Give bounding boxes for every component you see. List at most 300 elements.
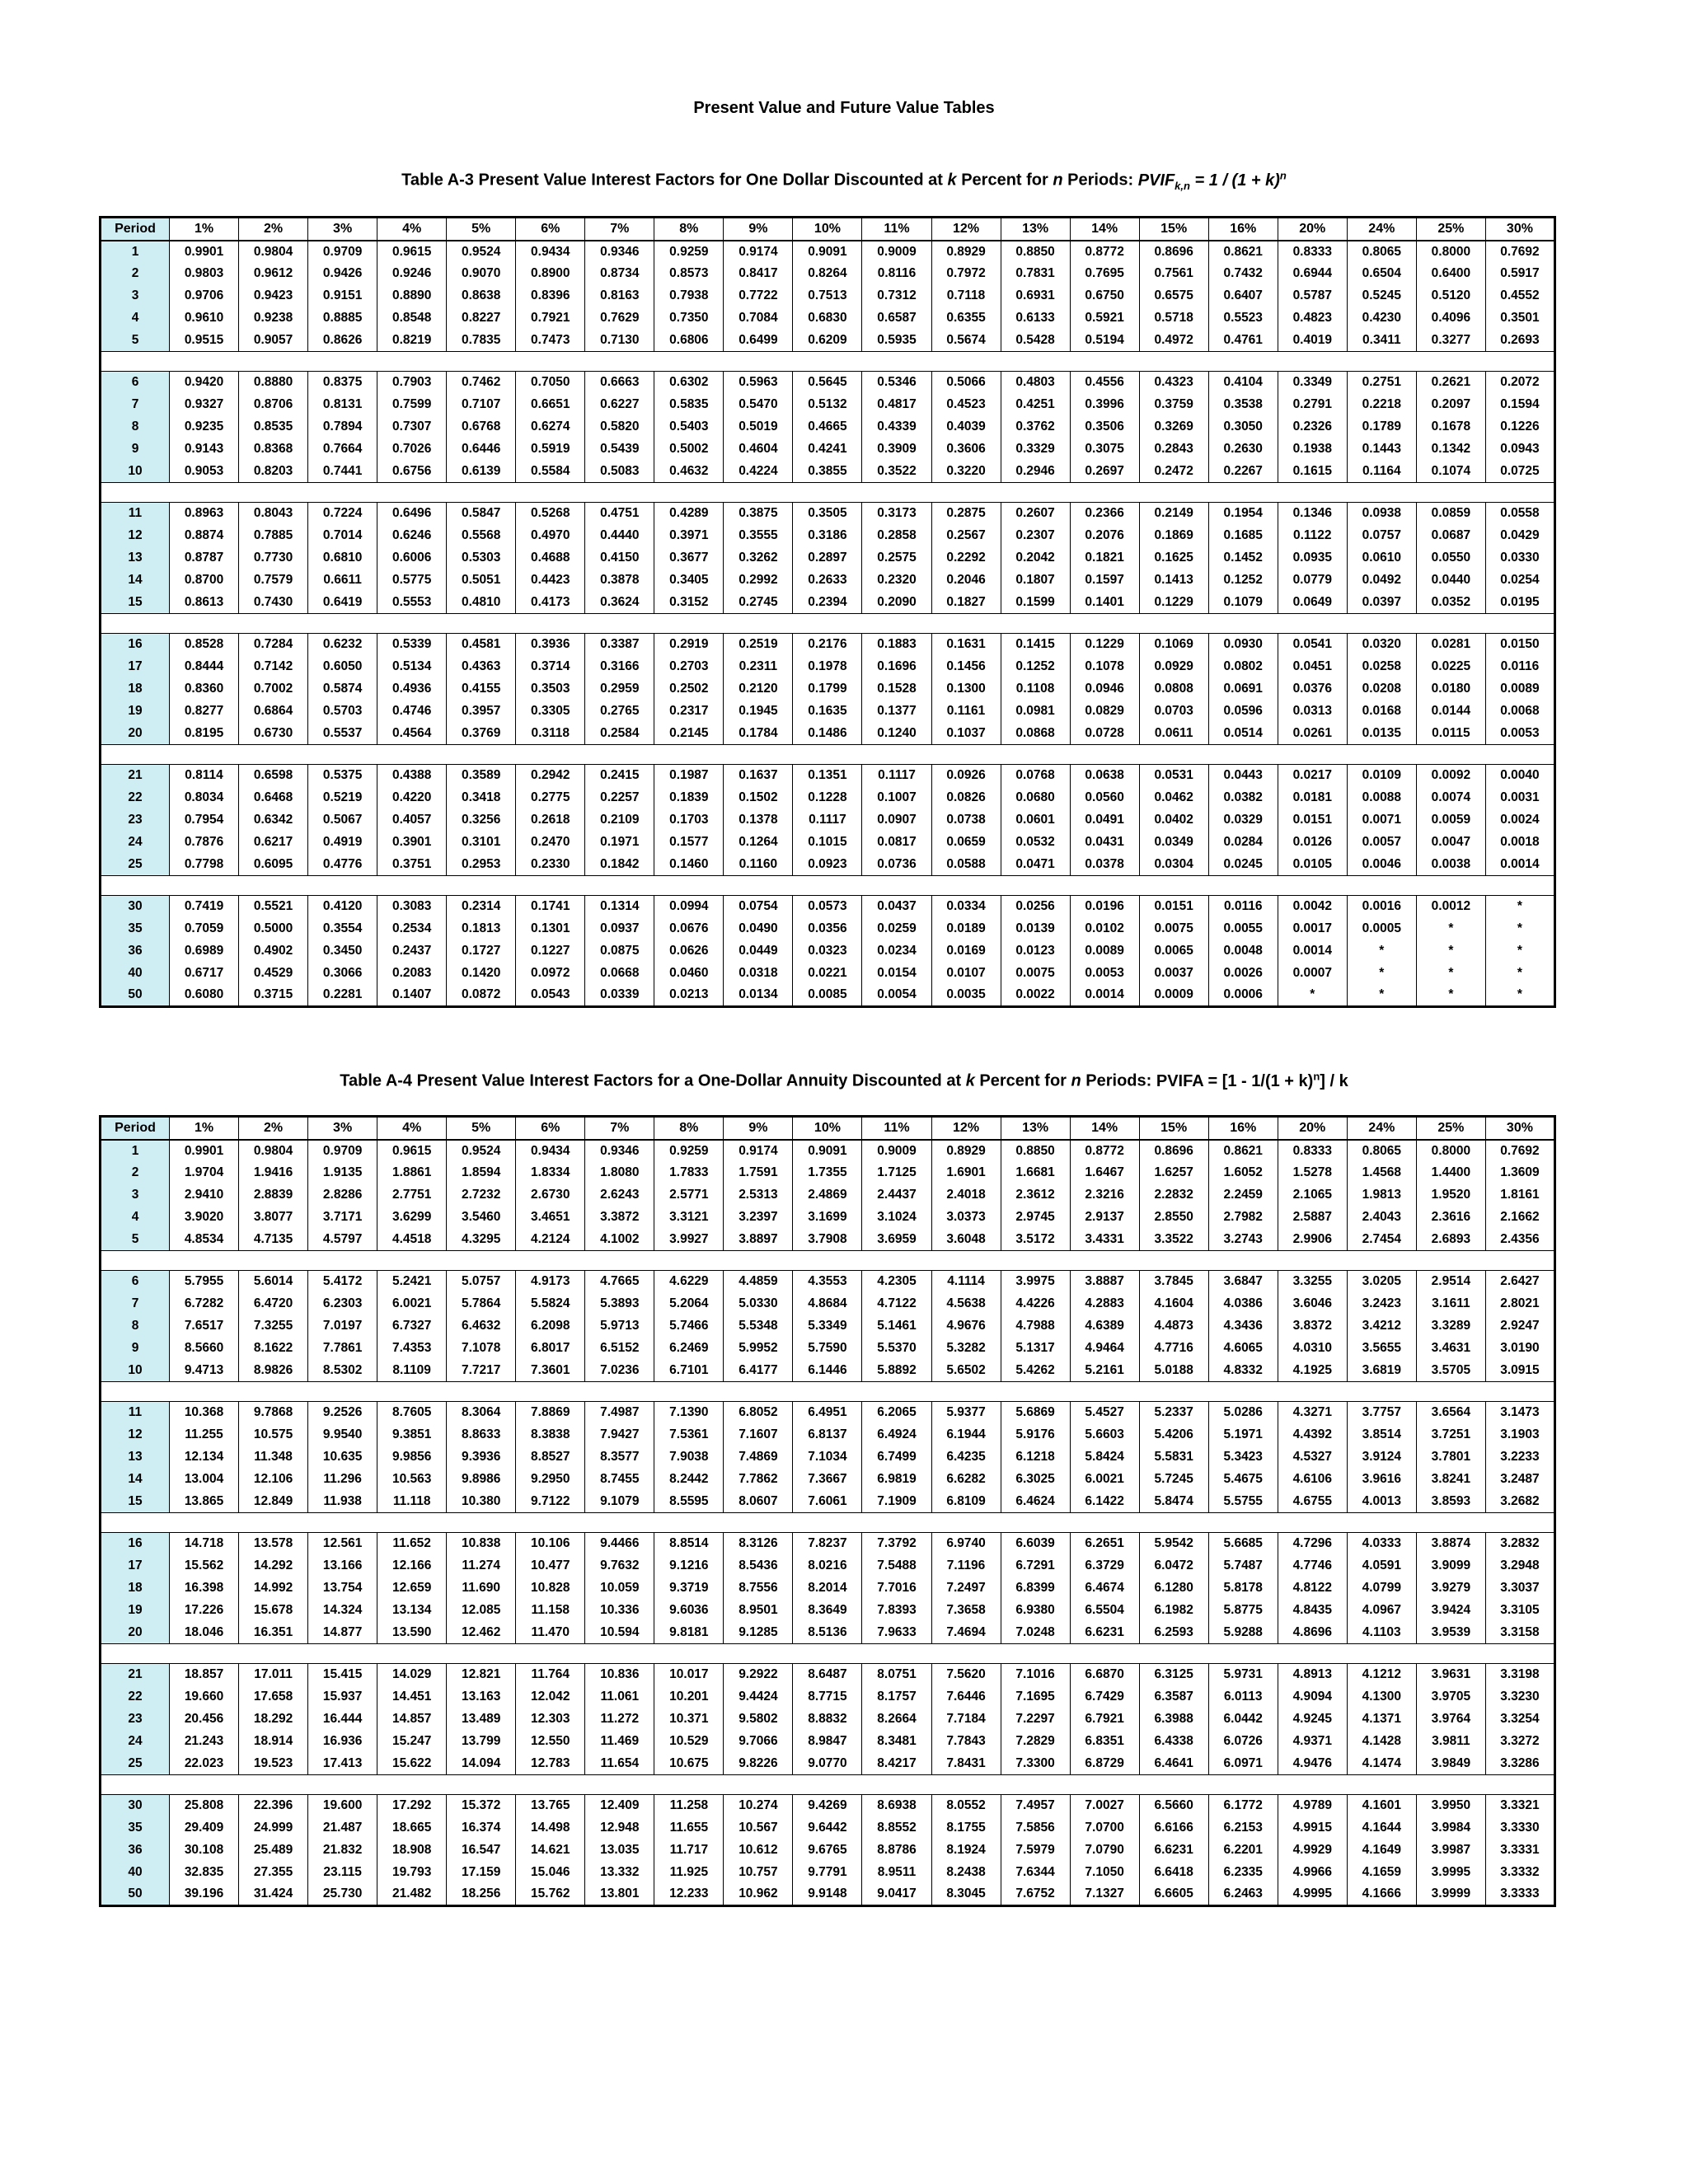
factor-cell: 3.2682: [1485, 1491, 1554, 1513]
factor-cell: 0.3329: [1001, 438, 1070, 461]
factor-cell: 0.0829: [1070, 701, 1139, 723]
factor-cell: 0.5523: [1208, 307, 1278, 330]
table-row: [101, 787, 1555, 809]
group-spacer-cell: [101, 1775, 1555, 1795]
factor-cell: 0.5245: [1347, 285, 1416, 307]
factor-cell: 0.8163: [585, 285, 654, 307]
factor-cell: 0.5874: [308, 678, 377, 701]
factor-cell: 5.6685: [1208, 1533, 1278, 1555]
factor-cell: 0.5346: [862, 372, 931, 394]
column-header-rate: 24%: [1347, 1117, 1416, 1140]
factor-cell: 5.8474: [1139, 1491, 1208, 1513]
factor-cell: 0.2072: [1485, 372, 1554, 394]
column-header-rate: 9%: [724, 218, 793, 241]
factor-cell: 0.1502: [724, 787, 793, 809]
factor-cell: 0.1407: [377, 985, 447, 1007]
factor-cell: 3.1024: [862, 1207, 931, 1229]
factor-cell: 4.1002: [585, 1229, 654, 1251]
factor-cell: 0.4388: [377, 765, 447, 787]
factor-cell: 0.8396: [516, 285, 585, 307]
factor-cell: 11.652: [377, 1533, 447, 1555]
group-spacer: [101, 1513, 1555, 1533]
factor-cell: 1.7591: [724, 1162, 793, 1184]
factor-cell: 25.489: [239, 1840, 308, 1862]
factor-cell: 0.2953: [447, 854, 516, 876]
factor-cell: 0.3387: [585, 634, 654, 656]
factor-cell: 10.567: [724, 1817, 793, 1840]
factor-cell: 0.7284: [239, 634, 308, 656]
column-header-rate: 1%: [170, 218, 239, 241]
factor-cell: 3.9020: [170, 1207, 239, 1229]
factor-cell: 5.4206: [1139, 1424, 1208, 1446]
factor-cell: 0.5787: [1278, 285, 1347, 307]
factor-cell: *: [1416, 940, 1485, 963]
factor-cell: 14.292: [239, 1555, 308, 1577]
factor-cell: *: [1485, 963, 1554, 985]
factor-cell: 4.4518: [377, 1229, 447, 1251]
factor-cell: 11.654: [585, 1753, 654, 1775]
factor-cell: 1.6052: [1208, 1162, 1278, 1184]
table-a3: [99, 216, 1556, 1008]
factor-cell: 0.0040: [1485, 765, 1554, 787]
factor-cell: 1.7355: [793, 1162, 862, 1184]
factor-cell: 0.2394: [793, 592, 862, 614]
factor-cell: 21.487: [308, 1817, 377, 1840]
factor-cell: 0.6611: [308, 569, 377, 592]
factor-cell: 0.7903: [377, 372, 447, 394]
period-cell: 24: [101, 832, 170, 854]
factor-cell: 0.1821: [1070, 547, 1139, 569]
factor-cell: 0.7664: [308, 438, 377, 461]
factor-cell: 0.2534: [377, 918, 447, 940]
factor-cell: 0.6274: [516, 416, 585, 438]
factor-cell: 0.3589: [447, 765, 516, 787]
factor-cell: 0.0491: [1070, 809, 1139, 832]
factor-cell: 8.1109: [377, 1360, 447, 1382]
factor-cell: 3.9950: [1416, 1795, 1485, 1817]
factor-cell: 4.2124: [516, 1229, 585, 1251]
factor-cell: 0.0514: [1208, 723, 1278, 745]
group-spacer-cell: [101, 1644, 1555, 1664]
factor-cell: 10.962: [724, 1884, 793, 1906]
factor-cell: 3.9631: [1416, 1664, 1485, 1686]
factor-cell: 4.9789: [1278, 1795, 1347, 1817]
column-header-rate: 12%: [931, 218, 1001, 241]
factor-cell: 6.1446: [793, 1360, 862, 1382]
factor-cell: 10.612: [724, 1840, 793, 1862]
factor-cell: 0.0116: [1208, 896, 1278, 918]
table-row: [101, 678, 1555, 701]
period-cell: 30: [101, 1795, 170, 1817]
factor-cell: 13.035: [585, 1840, 654, 1862]
factor-cell: *: [1347, 985, 1416, 1007]
factor-cell: 0.1443: [1347, 438, 1416, 461]
table-row: [101, 569, 1555, 592]
factor-cell: 3.9705: [1416, 1686, 1485, 1708]
factor-cell: 9.9856: [377, 1446, 447, 1469]
factor-cell: 0.5019: [724, 416, 793, 438]
factor-cell: 6.4674: [1070, 1577, 1139, 1600]
factor-cell: 0.4220: [377, 787, 447, 809]
factor-cell: 0.9423: [239, 285, 308, 307]
factor-cell: 0.7224: [308, 503, 377, 525]
factor-cell: 0.1971: [585, 832, 654, 854]
factor-cell: 0.0012: [1416, 896, 1485, 918]
factor-cell: 0.1079: [1208, 592, 1278, 614]
factor-cell: 0.4523: [931, 394, 1001, 416]
factor-cell: 10.529: [654, 1731, 724, 1753]
factor-cell: 0.6830: [793, 307, 862, 330]
factor-cell: 0.4224: [724, 461, 793, 483]
factor-cell: 0.9327: [170, 394, 239, 416]
table-a3-title: [0, 169, 1688, 192]
factor-cell: 0.0109: [1347, 765, 1416, 787]
table-row: [101, 985, 1555, 1007]
period-cell: 1: [101, 241, 170, 263]
factor-cell: 0.5568: [447, 525, 516, 547]
factor-cell: 0.8114: [170, 765, 239, 787]
factor-cell: 0.2745: [724, 592, 793, 614]
factor-cell: 0.8929: [931, 1140, 1001, 1162]
group-spacer: [101, 614, 1555, 634]
factor-cell: 3.2233: [1485, 1446, 1554, 1469]
factor-cell: 8.2014: [793, 1577, 862, 1600]
factor-cell: 0.3624: [585, 592, 654, 614]
table-row: [101, 1338, 1555, 1360]
factor-cell: 7.6752: [1001, 1884, 1070, 1906]
factor-cell: 17.658: [239, 1686, 308, 1708]
table-row: [101, 1884, 1555, 1906]
factor-cell: 13.004: [170, 1469, 239, 1491]
factor-cell: 4.7988: [1001, 1315, 1070, 1338]
factor-cell: 0.1456: [931, 656, 1001, 678]
factor-cell: 0.6217: [239, 832, 308, 854]
factor-cell: 7.4957: [1001, 1795, 1070, 1817]
factor-cell: 2.3616: [1416, 1207, 1485, 1229]
factor-cell: 13.865: [170, 1491, 239, 1513]
factor-cell: 0.8203: [239, 461, 308, 483]
factor-cell: 0.9238: [239, 307, 308, 330]
factor-cell: 0.0926: [931, 765, 1001, 787]
factor-cell: 0.0254: [1485, 569, 1554, 592]
factor-cell: 13.754: [308, 1577, 377, 1600]
factor-cell: 14.324: [308, 1600, 377, 1622]
factor-cell: 0.0868: [1001, 723, 1070, 745]
period-cell: 24: [101, 1731, 170, 1753]
factor-cell: 6.4720: [239, 1293, 308, 1315]
group-spacer: [101, 1775, 1555, 1795]
factor-cell: 0.0560: [1070, 787, 1139, 809]
factor-cell: 7.5620: [931, 1664, 1001, 1686]
factor-cell: 14.451: [377, 1686, 447, 1708]
factor-cell: 9.7066: [724, 1731, 793, 1753]
factor-cell: 5.8178: [1208, 1577, 1278, 1600]
factor-cell: 0.0005: [1347, 918, 1416, 940]
factor-cell: 0.4323: [1139, 372, 1208, 394]
factor-cell: 0.0334: [931, 896, 1001, 918]
factor-cell: 6.4177: [724, 1360, 793, 1382]
factor-cell: 2.4356: [1485, 1229, 1554, 1251]
factor-cell: 7.1695: [1001, 1686, 1070, 1708]
factor-cell: 0.3714: [516, 656, 585, 678]
factor-cell: 5.1461: [862, 1315, 931, 1338]
period-cell: 23: [101, 809, 170, 832]
factor-cell: 0.0085: [793, 985, 862, 1007]
factor-cell: 16.374: [447, 1817, 516, 1840]
factor-cell: 0.3677: [654, 547, 724, 569]
factor-cell: 0.1264: [724, 832, 793, 854]
factor-cell: 4.6106: [1278, 1469, 1347, 1491]
factor-cell: 7.5979: [1001, 1840, 1070, 1862]
factor-cell: 4.5638: [931, 1293, 1001, 1315]
table-row: [101, 1402, 1555, 1424]
factor-cell: 20.456: [170, 1708, 239, 1731]
factor-cell: 7.0027: [1070, 1795, 1139, 1817]
factor-cell: 0.1117: [793, 809, 862, 832]
factor-cell: 10.371: [654, 1708, 724, 1731]
factor-cell: 5.9731: [1208, 1664, 1278, 1686]
table-a3-title-lead: Table A-3 Present Value Interest Factors for One Dollar Discounted at: [401, 171, 948, 190]
factor-cell: 1.9416: [239, 1162, 308, 1184]
factor-cell: 4.5327: [1278, 1446, 1347, 1469]
factor-cell: 0.3152: [654, 592, 724, 614]
factor-cell: 4.3271: [1278, 1402, 1347, 1424]
factor-cell: 5.8424: [1070, 1446, 1139, 1469]
factor-cell: 0.4556: [1070, 372, 1139, 394]
factor-cell: 0.0116: [1485, 656, 1554, 678]
factor-cell: 6.2201: [1208, 1840, 1278, 1862]
factor-cell: 0.1599: [1001, 592, 1070, 614]
factor-cell: 6.0472: [1139, 1555, 1208, 1577]
factor-cell: 0.6750: [1070, 285, 1139, 307]
factor-cell: 0.4104: [1208, 372, 1278, 394]
factor-cell: 8.7556: [724, 1577, 793, 1600]
factor-cell: 5.3423: [1208, 1446, 1278, 1469]
factor-cell: 0.7876: [170, 832, 239, 854]
factor-cell: 27.355: [239, 1862, 308, 1884]
factor-cell: 7.0236: [585, 1360, 654, 1382]
factor-cell: 0.5835: [654, 394, 724, 416]
factor-cell: 0.0532: [1001, 832, 1070, 854]
factor-cell: 0.3996: [1070, 394, 1139, 416]
factor-cell: 0.7722: [724, 285, 793, 307]
factor-cell: 0.0573: [793, 896, 862, 918]
factor-cell: 7.6446: [931, 1686, 1001, 1708]
factor-cell: 3.9279: [1416, 1577, 1485, 1600]
factor-cell: 0.1987: [654, 765, 724, 787]
factor-cell: 0.0105: [1278, 854, 1347, 876]
factor-cell: 0.9804: [239, 241, 308, 263]
table-a3-title-mid2: Periods:: [1062, 171, 1138, 190]
factor-cell: 0.0014: [1278, 940, 1347, 963]
factor-cell: 0.1784: [724, 723, 793, 745]
factor-cell: 1.9813: [1347, 1184, 1416, 1207]
period-cell: 17: [101, 1555, 170, 1577]
factor-cell: 6.0442: [1208, 1708, 1278, 1731]
factor-cell: 9.4269: [793, 1795, 862, 1817]
factor-cell: 6.8351: [1070, 1731, 1139, 1753]
factor-cell: 4.1103: [1347, 1622, 1416, 1644]
factor-cell: 7.0790: [1070, 1840, 1139, 1862]
factor-cell: 10.201: [654, 1686, 724, 1708]
factor-cell: 4.1601: [1347, 1795, 1416, 1817]
factor-cell: 0.1351: [793, 765, 862, 787]
factor-cell: 0.4803: [1001, 372, 1070, 394]
factor-cell: 0.0930: [1208, 634, 1278, 656]
factor-cell: 0.0258: [1347, 656, 1416, 678]
factor-cell: 9.7632: [585, 1555, 654, 1577]
factor-cell: 11.258: [654, 1795, 724, 1817]
factor-cell: 0.0009: [1139, 985, 1208, 1007]
factor-cell: 0.0907: [862, 809, 931, 832]
period-cell: 7: [101, 1293, 170, 1315]
group-spacer: [101, 745, 1555, 765]
factor-cell: 0.5268: [516, 503, 585, 525]
factor-cell: 9.1079: [585, 1491, 654, 1513]
factor-cell: 0.9515: [170, 330, 239, 352]
period-cell: 7: [101, 394, 170, 416]
factor-cell: 0.6499: [724, 330, 793, 352]
factor-cell: 11.274: [447, 1555, 516, 1577]
factor-cell: 0.0929: [1139, 656, 1208, 678]
factor-cell: 0.3901: [377, 832, 447, 854]
factor-cell: 0.8116: [862, 263, 931, 285]
factor-cell: 0.0659: [931, 832, 1001, 854]
factor-cell: 1.9135: [308, 1162, 377, 1184]
factor-cell: 7.7184: [931, 1708, 1001, 1731]
factor-cell: 0.0754: [724, 896, 793, 918]
period-cell: 15: [101, 1491, 170, 1513]
period-cell: 40: [101, 963, 170, 985]
column-header-rate: 5%: [447, 1117, 516, 1140]
factor-cell: 24.999: [239, 1817, 308, 1840]
factor-cell: 3.8372: [1278, 1315, 1347, 1338]
factor-cell: 21.482: [377, 1884, 447, 1906]
table-row: [101, 1140, 1555, 1162]
factor-cell: 19.523: [239, 1753, 308, 1775]
factor-cell: 0.7629: [585, 307, 654, 330]
factor-cell: 4.2305: [862, 1271, 931, 1293]
factor-cell: 2.5313: [724, 1184, 793, 1207]
factor-cell: 25.730: [308, 1884, 377, 1906]
group-spacer: [101, 483, 1555, 503]
table-row: [101, 1817, 1555, 1840]
factor-cell: 0.9151: [308, 285, 377, 307]
factor-cell: 4.1212: [1347, 1664, 1416, 1686]
factor-cell: 0.2472: [1139, 461, 1208, 483]
factor-cell: 15.622: [377, 1753, 447, 1775]
factor-cell: 1.7125: [862, 1162, 931, 1184]
factor-cell: 3.8241: [1416, 1469, 1485, 1491]
table-a3-formula-sub: k,n: [1175, 179, 1190, 192]
column-header-rate: 11%: [862, 1117, 931, 1140]
factor-cell: 0.3101: [447, 832, 516, 854]
factor-cell: 0.5428: [1001, 330, 1070, 352]
factor-cell: 0.3606: [931, 438, 1001, 461]
factor-cell: 0.0611: [1139, 723, 1208, 745]
factor-cell: 7.9633: [862, 1622, 931, 1644]
factor-cell: 9.4466: [585, 1533, 654, 1555]
factor-cell: 0.1727: [447, 940, 516, 963]
factor-cell: 0.0817: [862, 832, 931, 854]
factor-cell: 0.0320: [1347, 634, 1416, 656]
factor-cell: 0.9346: [585, 241, 654, 263]
factor-cell: 0.0431: [1070, 832, 1139, 854]
factor-cell: 0.1678: [1416, 416, 1485, 438]
group-spacer: [101, 1251, 1555, 1271]
column-header-rate: 13%: [1001, 1117, 1070, 1140]
factor-cell: 4.8534: [170, 1229, 239, 1251]
factor-cell: 19.793: [377, 1862, 447, 1884]
factor-cell: 5.0330: [724, 1293, 793, 1315]
factor-cell: 0.7059: [170, 918, 239, 940]
factor-cell: 0.3269: [1139, 416, 1208, 438]
factor-cell: 6.8109: [931, 1491, 1001, 1513]
table-a3-formula-rest: = 1 / (1 + k): [1189, 171, 1280, 190]
factor-cell: 0.2897: [793, 547, 862, 569]
table-row: [101, 634, 1555, 656]
factor-cell: 0.0329: [1208, 809, 1278, 832]
factor-cell: 7.6517: [170, 1315, 239, 1338]
factor-cell: 0.4057: [377, 809, 447, 832]
factor-cell: 2.9745: [1001, 1207, 1070, 1229]
factor-cell: 17.159: [447, 1862, 516, 1884]
table-a4-title-k: k: [965, 1071, 975, 1090]
factor-cell: 6.7429: [1070, 1686, 1139, 1708]
factor-cell: 14.857: [377, 1708, 447, 1731]
factor-cell: 1.6467: [1070, 1162, 1139, 1184]
factor-cell: 0.0680: [1001, 787, 1070, 809]
factor-cell: 0.0284: [1208, 832, 1278, 854]
factor-cell: 0.8700: [170, 569, 239, 592]
factor-cell: 12.561: [308, 1533, 377, 1555]
factor-cell: 0.1813: [447, 918, 516, 940]
factor-cell: 0.9709: [308, 241, 377, 263]
period-cell: 4: [101, 307, 170, 330]
factor-cell: 4.2883: [1070, 1293, 1139, 1315]
factor-cell: 9.9540: [308, 1424, 377, 1446]
factor-cell: 1.4400: [1416, 1162, 1485, 1184]
factor-cell: 3.9849: [1416, 1753, 1485, 1775]
column-header-rate: 10%: [793, 1117, 862, 1140]
factor-cell: 7.1050: [1070, 1862, 1139, 1884]
factor-cell: 2.2832: [1139, 1184, 1208, 1207]
factor-cell: 6.3988: [1139, 1708, 1208, 1731]
factor-cell: 7.8237: [793, 1533, 862, 1555]
factor-cell: 6.2335: [1208, 1862, 1278, 1884]
factor-cell: 10.274: [724, 1795, 793, 1817]
factor-cell: 3.9987: [1416, 1840, 1485, 1862]
factor-cell: 0.8227: [447, 307, 516, 330]
factor-cell: 4.4859: [724, 1271, 793, 1293]
factor-cell: 0.0006: [1208, 985, 1278, 1007]
factor-cell: 0.3957: [447, 701, 516, 723]
factor-cell: 0.8772: [1070, 241, 1139, 263]
factor-cell: 6.9380: [1001, 1600, 1070, 1622]
factor-cell: 5.1971: [1208, 1424, 1278, 1446]
factor-cell: 0.0687: [1416, 525, 1485, 547]
factor-cell: 9.3851: [377, 1424, 447, 1446]
column-header-rate: 14%: [1070, 1117, 1139, 1140]
factor-cell: 0.1401: [1070, 592, 1139, 614]
factor-cell: 0.6768: [447, 416, 516, 438]
factor-cell: 0.1164: [1347, 461, 1416, 483]
period-cell: 13: [101, 547, 170, 569]
factor-cell: 4.0591: [1347, 1555, 1416, 1577]
factor-cell: 0.8417: [724, 263, 793, 285]
factor-cell: 0.2703: [654, 656, 724, 678]
factor-cell: 0.1945: [724, 701, 793, 723]
